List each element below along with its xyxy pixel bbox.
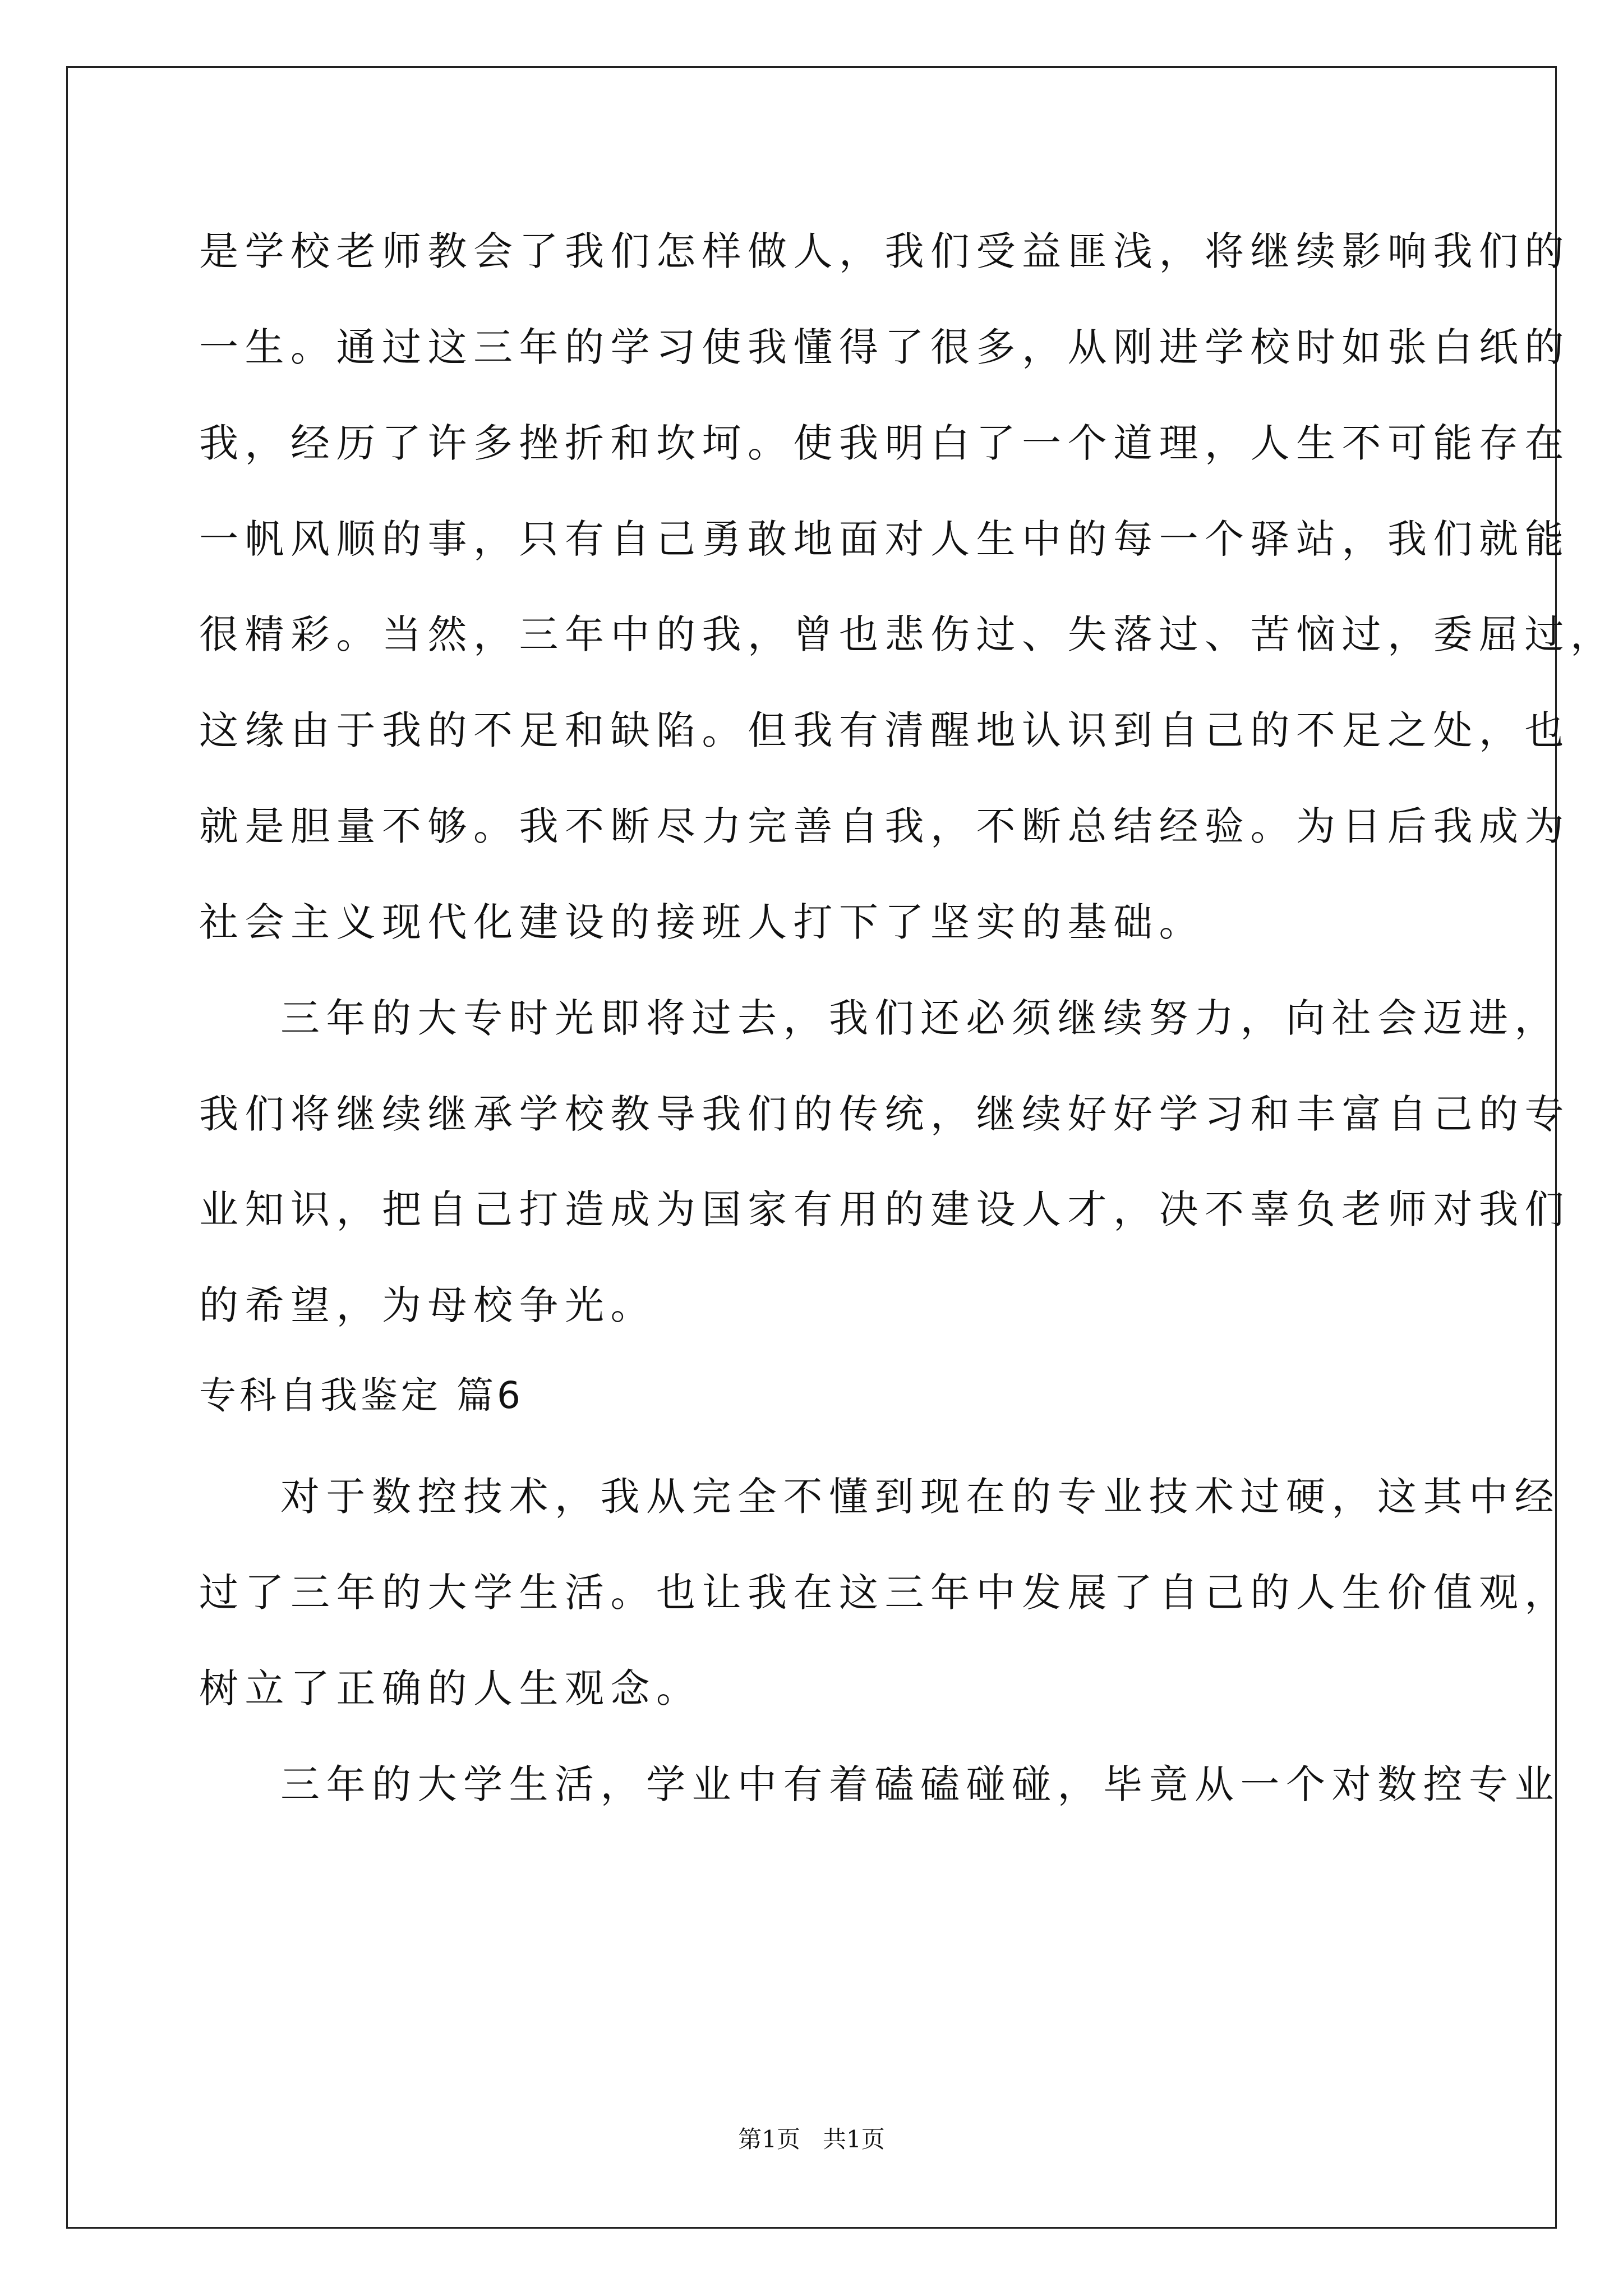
text-line-2: 一生。通过这三年的学习使我懂得了很多，从刚进学校时如张白纸的: [199, 324, 1570, 370]
text-line-12: 的希望，为母校争光。: [199, 1282, 656, 1328]
text-line-3: 我，经历了许多挫折和坎坷。使我明白了一个道理，人生不可能存在: [199, 420, 1570, 466]
text-line-5: 很精彩。当然，三年中的我，曾也悲伤过、失落过、苦恼过，委屈过，: [199, 611, 1616, 657]
text-line-9: 三年的大专时光即将过去，我们还必须继续努力，向社会迈进，: [280, 995, 1560, 1041]
text-line-7: 就是胆量不够。我不断尽力完善自我，不断总结经验。为日后我成为: [199, 803, 1570, 849]
text-line-11: 业知识，把自己打造成为国家有用的建设人才，决不辜负老师对我们: [199, 1186, 1570, 1232]
text-line-8: 社会主义现代化建设的接班人打下了坚实的基础。: [199, 899, 1205, 945]
section-heading: 专科自我鉴定 篇6: [199, 1374, 524, 1417]
text-line-1: 是学校老师教会了我们怎样做人，我们受益匪浅，将继续影响我们的: [199, 228, 1570, 274]
page-border: [66, 66, 1557, 2229]
text-line-13: 对于数控技术，我从完全不懂到现在的专业技术过硬，这其中经: [280, 1474, 1560, 1520]
text-line-10: 我们将继续继承学校教导我们的传统，继续好好学习和丰富自己的专: [199, 1091, 1570, 1137]
page-footer: 第1页 共1页: [738, 2125, 885, 2153]
text-line-6: 这缘由于我的不足和缺陷。但我有清醒地认识到自己的不足之处，也: [199, 707, 1570, 753]
text-line-15: 树立了正确的人生观念。: [199, 1665, 702, 1711]
text-line-16: 三年的大学生活，学业中有着磕磕碰碰，毕竟从一个对数控专业: [280, 1761, 1560, 1807]
text-line-4: 一帆风顺的事，只有自己勇敢地面对人生中的每一个驿站，我们就能: [199, 516, 1570, 562]
text-line-14: 过了三年的大学生活。也让我在这三年中发展了自己的人生价值观，: [199, 1570, 1570, 1616]
